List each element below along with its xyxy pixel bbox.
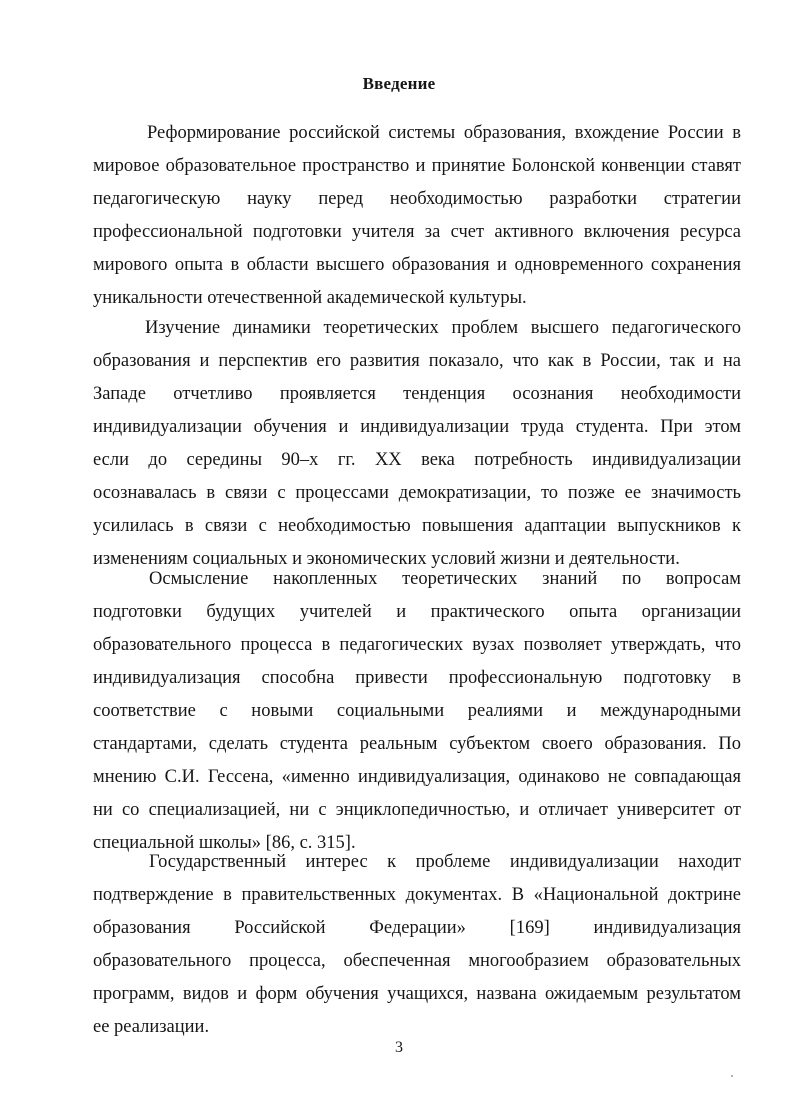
text-line: уникальности отечественной академической культуры. <box>93 288 527 308</box>
text-line: образовательного процесса в педагогических вузах позволяет утверждать, что <box>93 635 741 655</box>
text-line: мировое образовательное пространство и принятие Болонской конвенции ставят <box>93 156 741 176</box>
text-line: Реформирование российской системы образования, вхождение России в <box>147 123 741 143</box>
text-line: изменениям социальных и экономических условий жизни и деятельности. <box>93 549 680 569</box>
text-line: подтверждение в правительственных документах. В «Национальной доктрине <box>93 885 741 905</box>
text-line: Изучение динамики теоретических проблем высшего педагогического <box>145 318 741 338</box>
text-line: ни со специализацией, ни с энциклопедичностью, и отличает университет от <box>93 800 741 820</box>
paragraph-2 <box>93 312 741 576</box>
text-line: Осмысление накопленных теоретических знаний по вопросам <box>149 569 741 589</box>
text-line: мнению С.И. Гессена, «именно индивидуализация, одинаково не совпадающая <box>93 767 741 787</box>
text-line: педагогическую науку перед необходимостью разработки стратегии <box>93 189 741 209</box>
text-line: индивидуализация способна привести профессиональную подготовку в <box>93 668 741 688</box>
text-line: подготовки будущих учителей и практического опыта организации <box>93 602 741 622</box>
text-line: стандартами, сделать студента реальным субъектом своего образования. По <box>93 734 741 754</box>
text-line: специальной школы» [86, с. 315]. <box>93 833 356 853</box>
text-line: профессиональной подготовки учителя за счет активного включения ресурса <box>93 222 741 242</box>
text-line: образования и перспектив его развития показало, что как в России, так и на <box>93 351 741 371</box>
paragraph-3 <box>93 563 741 860</box>
text-line: образования Российской Федерации» [169] индивидуализация <box>93 918 741 938</box>
paragraph-1 <box>93 117 741 315</box>
text-line: Государственный интерес к проблеме индивидуализации находит <box>149 852 741 872</box>
page-title: Введение <box>362 74 436 93</box>
text-line: мирового опыта в области высшего образования и одновременного сохранения <box>93 255 741 275</box>
text-line: индивидуализации обучения и индивидуализации труда студента. При этом <box>93 417 741 437</box>
text-line: программ, видов и форм обучения учащихся, названа ожидаемым результатом <box>93 984 741 1004</box>
paragraph-4 <box>93 846 741 1044</box>
text-line: Западе отчетливо проявляется тенденция осознания необходимости <box>93 384 741 404</box>
page-number: 3 <box>395 1039 403 1056</box>
text-line: усилилась в связи с необходимостью повышения адаптации выпускников к <box>93 516 741 536</box>
text-line: если до середины 90–х гг. XX века потребность индивидуализации <box>93 450 741 470</box>
text-line: осознавалась в связи с процессами демократизации, то позже ее значимость <box>93 483 741 503</box>
scan-speck <box>731 1075 733 1077</box>
text-line: соответствие с новыми социальными реалиями и международными <box>93 701 741 721</box>
text-line: образовательного процесса, обеспеченная многообразием образовательных <box>93 951 741 971</box>
text-line: ее реализации. <box>93 1017 210 1037</box>
